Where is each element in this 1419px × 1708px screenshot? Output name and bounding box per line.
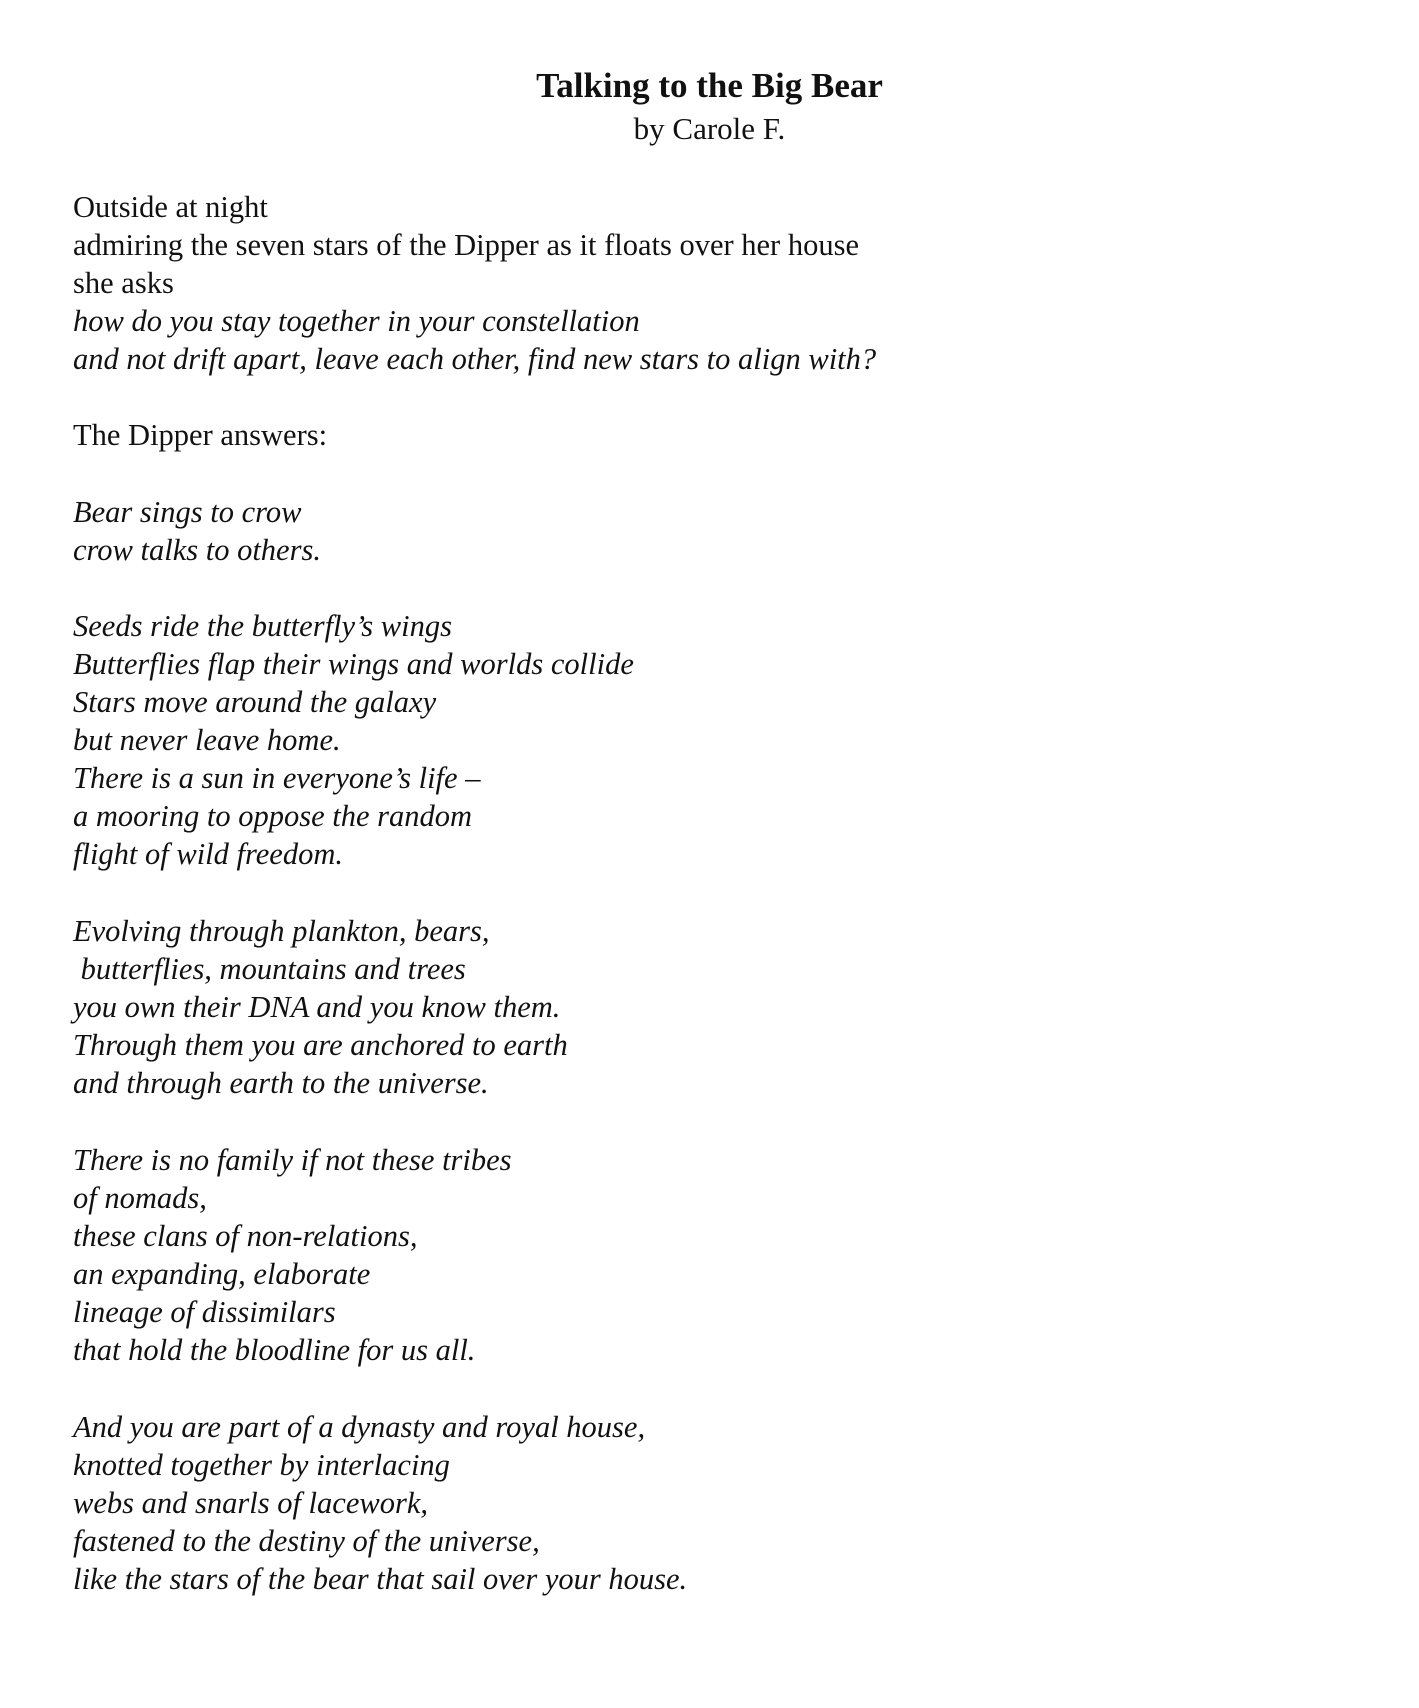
- intro-line: admiring the seven stars of the Dipper as it floats over her house: [73, 228, 860, 262]
- stanza-5-line: like the stars of the bear that sail over your house.: [73, 1562, 688, 1596]
- poem-title: Talking to the Big Bear: [536, 66, 883, 105]
- intro-line-question: and not drift apart, leave each other, find new stars to align with?: [73, 342, 877, 376]
- intro-line-question: how do you stay together in your constellation: [73, 304, 640, 338]
- answer-intro-line: The Dipper answers:: [73, 418, 328, 452]
- stanza-5-line: fastened to the destiny of the universe,: [73, 1524, 540, 1558]
- stanza-4-line: There is no family if not these tribes: [73, 1143, 512, 1177]
- poem-byline: by Carole F.: [633, 111, 786, 146]
- stanza-3-line: butterflies, mountains and trees: [73, 952, 466, 986]
- stanza-3-line: and through earth to the universe.: [73, 1066, 489, 1100]
- stanza-3-line: Evolving through plankton, bears,: [73, 914, 490, 948]
- stanza-2-line: Stars move around the galaxy: [73, 685, 437, 719]
- stanza-4-line: lineage of dissimilars: [73, 1295, 336, 1329]
- stanza-2-line: Seeds ride the butterfly’s wings: [73, 609, 452, 643]
- stanza-2-line: flight of wild freedom.: [73, 837, 343, 871]
- intro-line: Outside at night: [73, 190, 268, 224]
- stanza-1-line: crow talks to others.: [73, 533, 321, 567]
- stanza-3-line: Through them you are anchored to earth: [73, 1028, 568, 1062]
- stanza-4-line: that hold the bloodline for us all.: [73, 1333, 476, 1367]
- intro-line: she asks: [73, 266, 174, 300]
- stanza-4-line: of nomads,: [73, 1181, 207, 1215]
- stanza-5-line: webs and snarls of lacework,: [73, 1486, 428, 1520]
- stanza-1-line: Bear sings to crow: [73, 495, 302, 529]
- stanza-2-line: a mooring to oppose the random: [73, 799, 473, 833]
- stanza-5-line: knotted together by interlacing: [73, 1448, 450, 1482]
- stanza-4-line: an expanding, elaborate: [73, 1257, 371, 1291]
- stanza-2-line: There is a sun in everyone’s life –: [73, 761, 481, 795]
- stanza-2-line: Butterflies flap their wings and worlds collide: [73, 647, 634, 681]
- stanza-3-line: you own their DNA and you know them.: [73, 990, 561, 1024]
- stanza-5-line: And you are part of a dynasty and royal house,: [73, 1410, 646, 1444]
- stanza-4-line: these clans of non-relations,: [73, 1219, 418, 1253]
- stanza-2-line: but never leave home.: [73, 723, 341, 757]
